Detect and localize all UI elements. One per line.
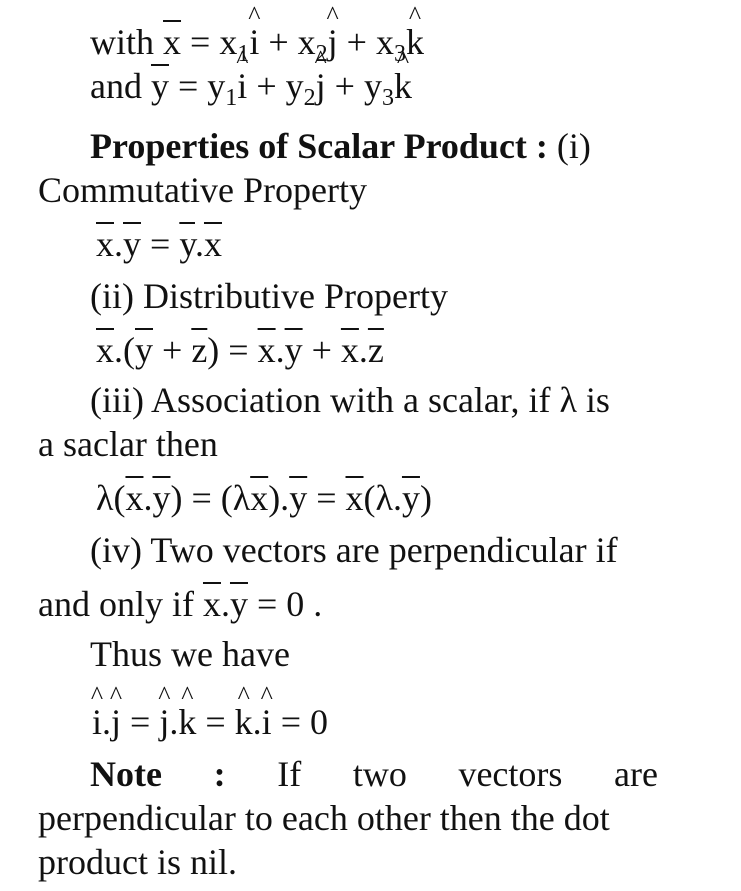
thus-text: Thus we have xyxy=(90,634,290,674)
vector-y: $\overline{y}$ xyxy=(229,584,248,624)
vector-z: $\overline{z}$ xyxy=(367,330,384,370)
i-hat: ^ i xyxy=(262,702,272,742)
perpendicular-condition xyxy=(38,584,322,624)
commutative-equation xyxy=(96,224,222,264)
vector-z: $\overline{z}$ xyxy=(191,330,208,370)
dot-operator: . xyxy=(220,584,230,624)
dot-operator: . xyxy=(275,330,285,370)
vector-x: $\overline{x}$ xyxy=(202,584,221,624)
association-label-cont: a saclar then xyxy=(38,424,218,464)
vector-x: $\overline{x}$ xyxy=(340,330,359,370)
dot-operator: . xyxy=(114,224,123,264)
k-hat: ^ k xyxy=(235,702,253,742)
subscript: 1 xyxy=(225,85,238,111)
note-word: vectors xyxy=(458,754,563,794)
unit-vector-equation xyxy=(92,702,328,742)
vector-y: $\overline{y}$ xyxy=(284,330,303,370)
section-heading xyxy=(90,126,591,166)
close-paren: ) xyxy=(419,478,432,518)
vector-y: $\overline{y}$ xyxy=(179,224,195,264)
vector-x: $\overline{x}$ xyxy=(163,22,182,62)
subscript: 1 xyxy=(237,41,250,67)
equals-sign: ) = xyxy=(207,330,258,370)
y-component: y xyxy=(207,66,226,106)
k-hat: ^ k xyxy=(394,66,412,106)
note-word: two xyxy=(352,754,407,794)
heading-item-number: (i) xyxy=(556,126,591,166)
paren-dot: ). xyxy=(268,478,290,518)
subscript: 3 xyxy=(381,85,394,111)
vector-x: $\overline{x}$ xyxy=(257,330,276,370)
dot-operator: . xyxy=(102,702,112,742)
subscript: 2 xyxy=(315,41,328,67)
i-hat: ^ i xyxy=(237,66,247,106)
distributive-equation xyxy=(96,330,384,370)
dot-operator: . xyxy=(143,478,153,518)
equals-sign: = xyxy=(177,66,199,106)
association-equation xyxy=(96,478,432,518)
lambda-dot: (λ. xyxy=(363,478,402,518)
dot-operator: . xyxy=(169,702,179,742)
dot-operator: . xyxy=(358,330,368,370)
x-component: x xyxy=(219,22,238,62)
vector-x: $\overline{x}$ xyxy=(203,224,222,264)
y-component: y xyxy=(285,66,304,106)
equals-sign: = xyxy=(121,702,160,742)
vector-x: $\overline{x}$ xyxy=(125,478,144,518)
x-component: x xyxy=(375,22,394,62)
equals-sign: = xyxy=(196,702,235,742)
equals-zero: = 0 . xyxy=(247,584,323,624)
distributive-label: (ii) Distributive Property xyxy=(90,276,448,316)
vector-x: $\overline{x}$ xyxy=(250,478,269,518)
vector-y: $\overline{y}$ xyxy=(152,478,171,518)
lambda-paren: λ( xyxy=(96,478,126,518)
x-component: x xyxy=(297,22,316,62)
k-hat: ^ k xyxy=(178,702,196,742)
j-hat: ^ j xyxy=(316,66,326,106)
j-hat: ^ j xyxy=(111,702,121,742)
subscript: 3 xyxy=(393,41,406,67)
i-hat: ^ i xyxy=(249,22,259,62)
plus-sign: + xyxy=(346,22,367,62)
dot-operator: . xyxy=(194,224,204,264)
commutative-label: Commutative Property xyxy=(38,170,367,210)
and-word: and xyxy=(90,66,142,106)
y-vector-definition xyxy=(90,66,412,118)
note-text-line2: perpendicular to each other then the dot xyxy=(38,798,610,838)
note-word: are xyxy=(614,754,658,794)
plus-sign: + xyxy=(256,66,277,106)
note-word: If xyxy=(277,754,302,794)
dot-paren: .( xyxy=(114,330,135,370)
equals-zero: = 0 xyxy=(271,702,328,742)
vector-x: $\overline{x}$ xyxy=(345,478,364,518)
vector-y: $\overline{y}$ xyxy=(401,478,420,518)
k-hat: ^ k xyxy=(406,22,424,62)
equals-sign: = xyxy=(141,224,180,264)
heading-bold: Properties of Scalar Product : xyxy=(90,126,548,166)
plus-sign: + xyxy=(302,330,341,370)
plus-sign: + xyxy=(334,66,355,106)
note-text-line3: product is nil. xyxy=(38,842,237,882)
vector-y: $\overline{y}$ xyxy=(289,478,308,518)
vector-y: $\overline{y}$ xyxy=(135,330,153,370)
subscript: 2 xyxy=(303,85,316,111)
note-line xyxy=(90,754,658,794)
dot-operator: . xyxy=(252,702,262,742)
vector-y: $\overline{y}$ xyxy=(150,66,169,106)
j-hat: ^ j xyxy=(159,702,169,742)
condition-text: and only if xyxy=(38,584,194,624)
plus-sign: + xyxy=(153,330,192,370)
note-label: Note xyxy=(90,754,162,794)
equals-lambda: ) = (λ xyxy=(170,478,251,518)
equals-sign: = xyxy=(307,478,346,518)
perpendicular-label: (iv) Two vectors are perpendicular if xyxy=(90,530,618,570)
vector-x: $\overline{x}$ xyxy=(96,224,114,264)
y-component: y xyxy=(363,66,382,106)
vector-y: $\overline{y}$ xyxy=(123,224,141,264)
j-hat: ^ j xyxy=(328,22,338,62)
with-word: with xyxy=(90,22,155,62)
i-hat: ^ i xyxy=(92,702,102,742)
equals-sign: = xyxy=(190,22,211,62)
plus-sign: + xyxy=(268,22,289,62)
vector-x: $\overline{x}$ xyxy=(96,330,114,370)
note-colon: : xyxy=(213,754,226,794)
association-label: (iii) Association with a scalar, if λ is xyxy=(90,380,610,420)
